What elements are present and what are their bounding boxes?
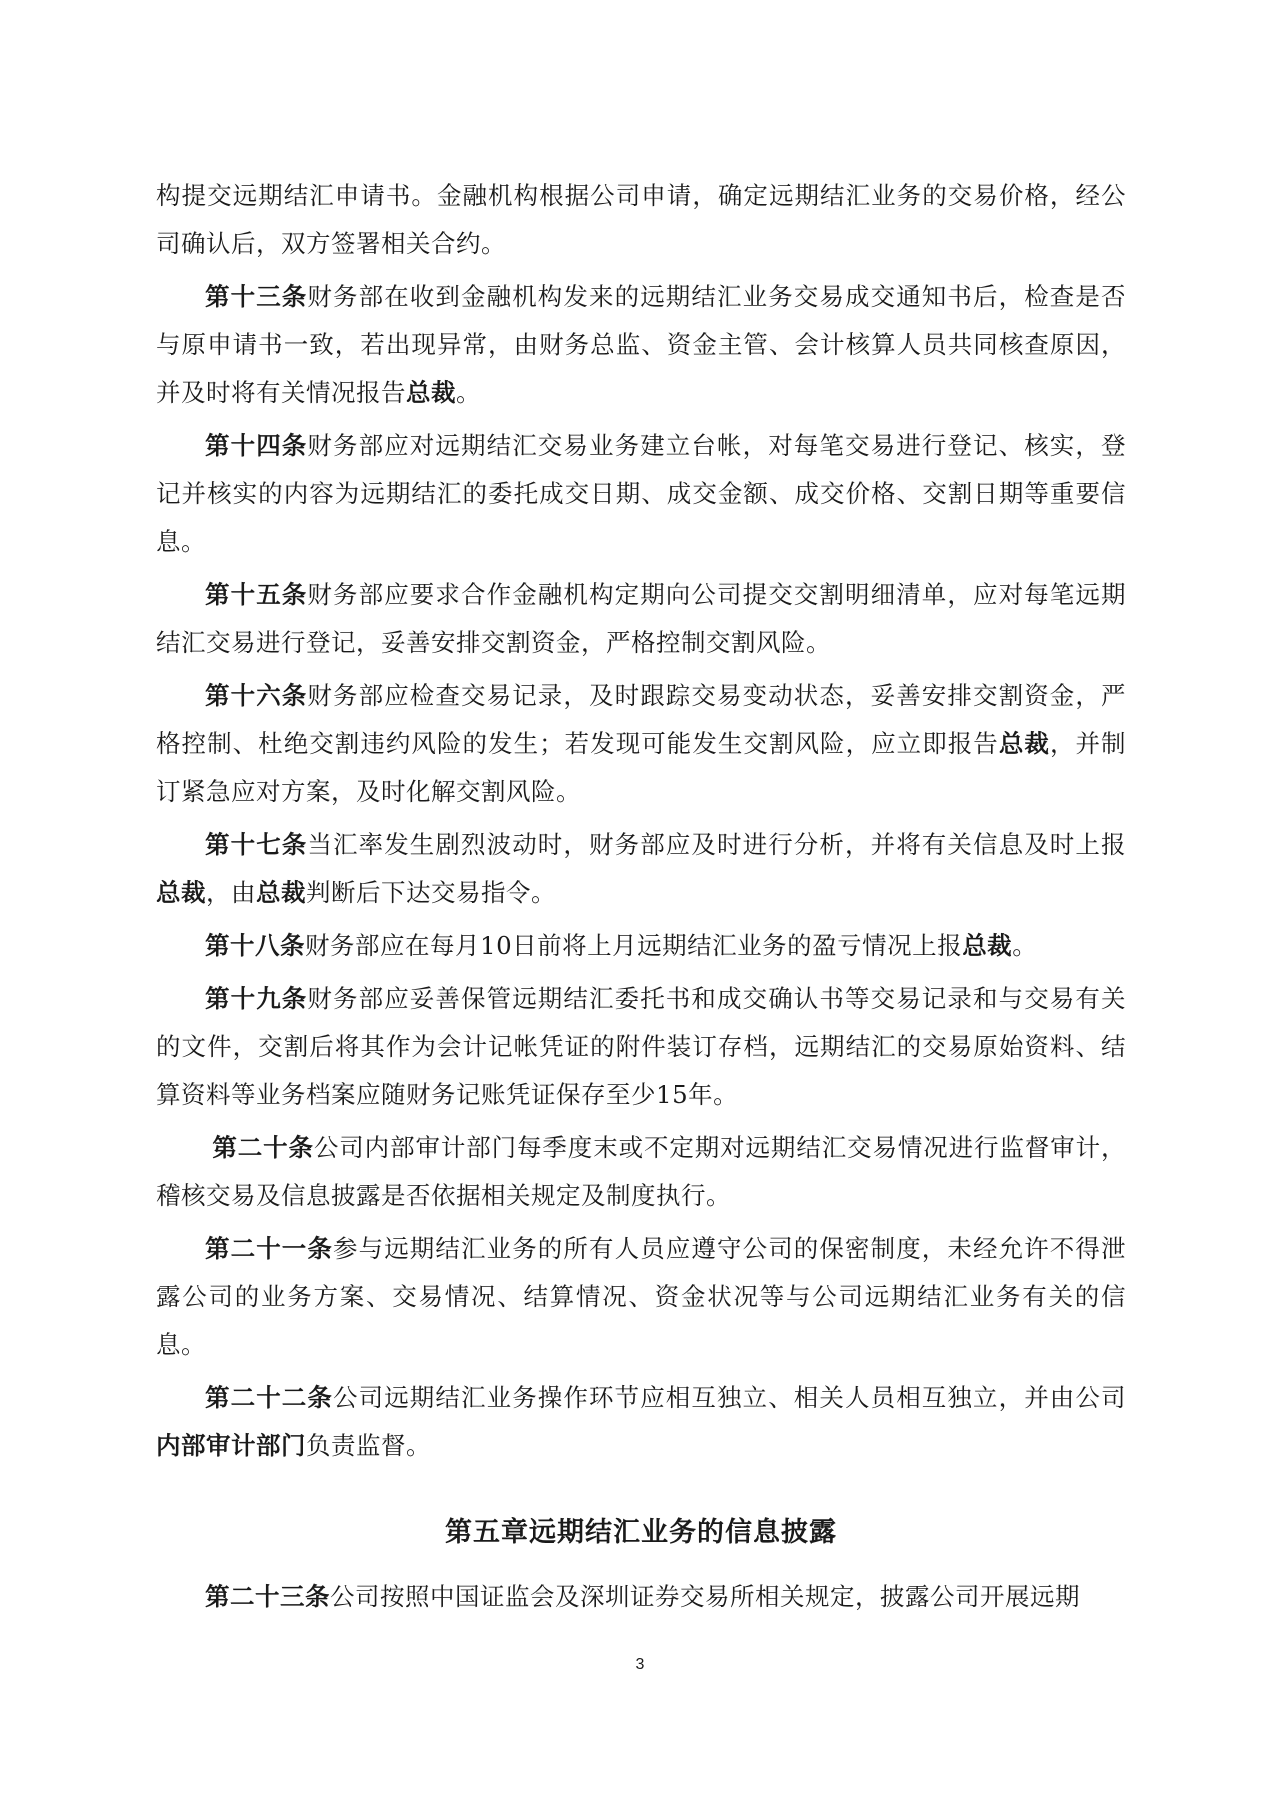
article-16 bbox=[156, 672, 1126, 816]
article-13 bbox=[156, 273, 1126, 417]
continuation-paragraph bbox=[156, 172, 1126, 268]
article-19-label: 第十九条 bbox=[205, 984, 308, 1013]
article-23-label: 第二十三条 bbox=[205, 1582, 330, 1611]
article-22-text: 公司远期结汇业务操作环节应相互独立、相关人员相互独立，并由公司 bbox=[333, 1383, 1126, 1412]
page-number: 3 bbox=[635, 1656, 645, 1673]
chapter-title: 第五章远期结汇业务的信息披露 bbox=[445, 1517, 837, 1548]
article-18-text: 财务部应在每月10日前将上月远期结汇业务的盈亏情况上报 bbox=[305, 931, 963, 960]
article-15 bbox=[156, 571, 1126, 667]
article-17-emphasis-2: 总裁 bbox=[256, 878, 306, 907]
article-19-text: 财务部应妥善保管远期结汇委托书和成交确认书等交易记录和与交易有关的文件，交割后将其作为会计记帐凭证的附件装订存档，远期结汇的交易原始资料、结算资料等业务档案应随财务记账凭证保存至少15年。 bbox=[156, 984, 1127, 1109]
article-20-label: 第二十条 bbox=[212, 1133, 314, 1162]
article-20 bbox=[156, 1124, 1126, 1220]
article-17-text: 当汇率发生剧烈波动时，财务部应及时进行分析，并将有关信息及时上报 bbox=[307, 830, 1127, 859]
article-13-label: 第十三条 bbox=[205, 282, 308, 311]
article-17 bbox=[156, 821, 1126, 917]
article-16-label: 第十六条 bbox=[205, 681, 308, 710]
article-18-text-end: 。 bbox=[1012, 931, 1038, 960]
article-17-text-mid: ，由 bbox=[206, 878, 256, 907]
article-14-text: 财务部应对远期结汇交易业务建立台帐，对每笔交易进行登记、核实，登记并核实的内容为远期结汇的委托成交日期、成交金额、成交价格、交割日期等重要信息。 bbox=[156, 431, 1127, 556]
article-21-text: 参与远期结汇业务的所有人员应遵守公司的保密制度，未经允许不得泄露公司的业务方案、交易情况、结算情况、资金状况等与公司远期结汇业务有关的信息。 bbox=[156, 1234, 1126, 1359]
article-20-text: 公司内部审计部门每季度末或不定期对远期结汇交易情况进行监督审计，稽核交易及信息披露是否依据相关规定及制度执行。 bbox=[156, 1133, 1126, 1210]
article-13-text-end: 。 bbox=[456, 378, 481, 407]
article-22-label: 第二十二条 bbox=[205, 1383, 333, 1412]
article-19 bbox=[156, 975, 1126, 1119]
article-16-text: 财务部应检查交易记录，及时跟踪交易变动状态，妥善安排交割资金，严格控制、杜绝交割违约风险的发生；若发现可能发生交割风险，应立即报告 bbox=[156, 681, 1127, 758]
article-13-emphasis: 总裁 bbox=[406, 378, 456, 407]
article-18-emphasis: 总裁 bbox=[962, 931, 1013, 960]
article-14-label: 第十四条 bbox=[205, 431, 308, 460]
article-22 bbox=[156, 1374, 1126, 1470]
article-22-emphasis: 内部审计部门 bbox=[156, 1431, 306, 1460]
article-21-label: 第二十一条 bbox=[205, 1234, 333, 1263]
article-16-text-end: ，并制订紧急应对方案，及时化解交割风险。 bbox=[156, 729, 1127, 806]
article-17-text-end: 判断后下达交易指令。 bbox=[306, 878, 556, 907]
article-22-text-end: 负责监督。 bbox=[306, 1431, 431, 1460]
article-18 bbox=[156, 922, 1126, 970]
article-17-label: 第十七条 bbox=[205, 830, 308, 859]
article-16-emphasis: 总裁 bbox=[998, 729, 1050, 758]
article-15-text: 财务部应要求合作金融机构定期向公司提交交割明细清单，应对每笔远期结汇交易进行登记，妥善安排交割资金，严格控制交割风险。 bbox=[156, 580, 1127, 657]
article-21 bbox=[156, 1225, 1126, 1369]
document-body bbox=[156, 172, 1126, 1626]
article-17-emphasis-1: 总裁 bbox=[156, 878, 206, 907]
article-18-label: 第十八条 bbox=[205, 931, 305, 960]
article-15-label: 第十五条 bbox=[205, 580, 308, 609]
article-13-text: 财务部在收到金融机构发来的远期结汇业务交易成交通知书后，检查是否与原申请书一致，若出现异常，由财务总监、资金主管、会计核算人员共同核查原因，并及时将有关情况报告 bbox=[156, 282, 1127, 407]
article-23-text: 公司按照中国证监会及深圳证券交易所相关规定，披露公司开展远期 bbox=[330, 1582, 1080, 1611]
continuation-text: 构提交远期结汇申请书。金融机构根据公司申请，确定远期结汇业务的交易价格，经公司确认后，双方签署相关合约。 bbox=[156, 181, 1126, 258]
article-14 bbox=[156, 422, 1126, 566]
article-23 bbox=[156, 1573, 1126, 1621]
